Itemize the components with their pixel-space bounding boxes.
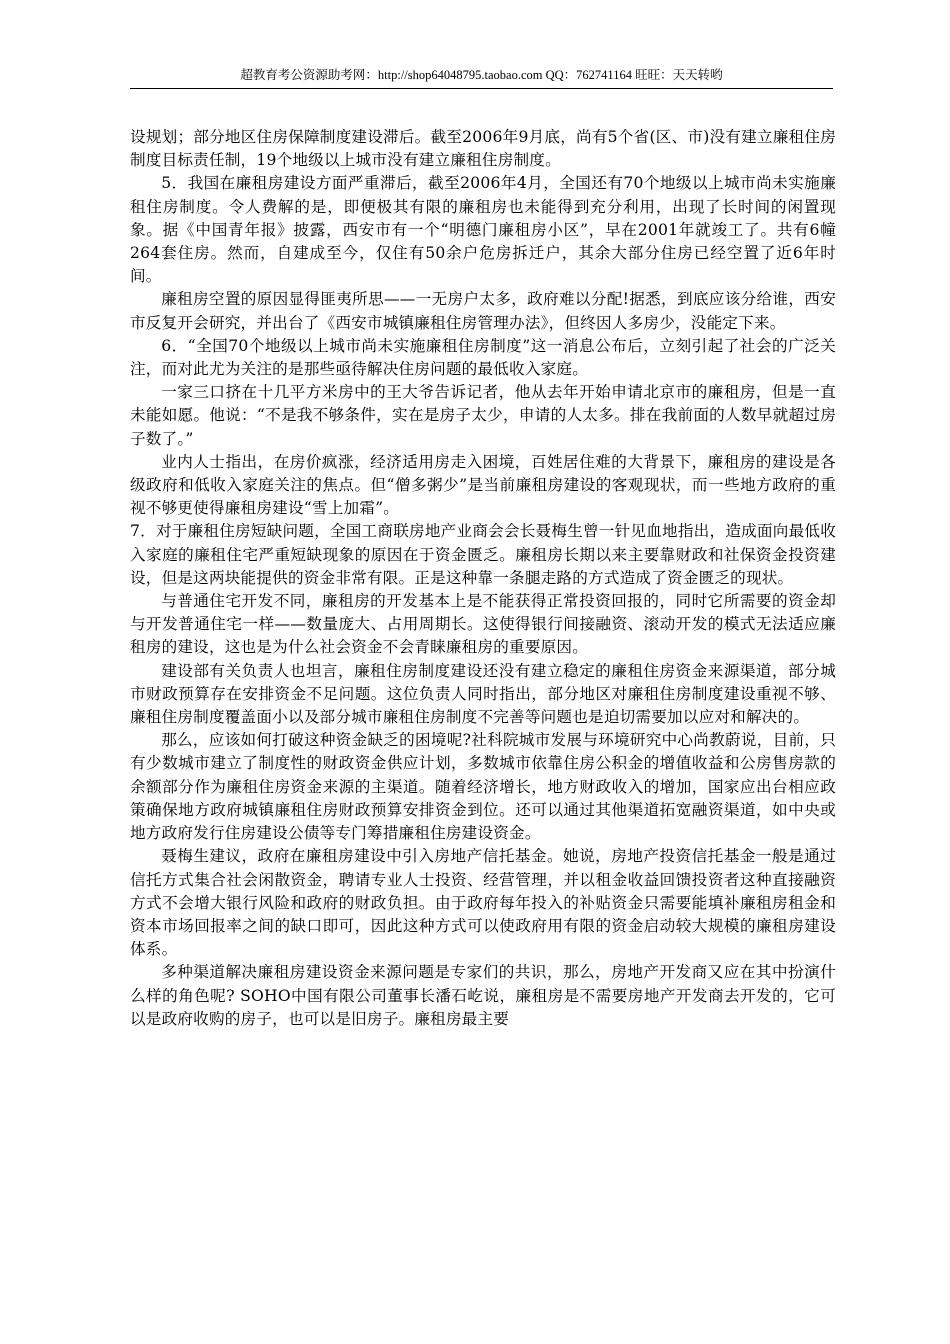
paragraph-continuation: 设规划；部分地区住房保障制度建设滞后。截至2006年9月底，尚有5个省(区、市)没有建立廉租住房制度目标责任制，19个地级以上城市没有建立廉租住房制度。 xyxy=(130,128,836,170)
document-body xyxy=(130,126,836,1031)
paragraph: 与普通住宅开发不同，廉租房的开发基本上是不能获得正常投资回报的，同时它所需要的资金却与开发普通住宅一样——数量庞大、占用周期长。这使得银行间接融资、滚动开发的模式无法适应廉租房的建设，这也是为什么社会资金不会青睐廉租房的重要原因。 xyxy=(130,592,836,657)
paragraph-item-6: 6．“全国70个地级以上城市尚未实施廉租住房制度”这一消息公布后，立刻引起了社会的广泛关注，而对此尤为关注的是那些亟待解决住房问题的最低收入家庭。 xyxy=(130,336,836,379)
paragraph: 廉租房空置的原因显得匪夷所思——一无房户太多，政府难以分配!据悉，到底应该分给谁，西安市反复开会研究，并出台了《西安市城镇廉租住房管理办法》，但终因人多房少，没能定下来。 xyxy=(130,290,836,332)
paragraph: 业内人士指出，在房价疯涨，经济适用房走入困境，百姓居住难的大背景下，廉租房的建设是各级政府和低收入家庭关注的焦点。但“僧多粥少”是当前廉租房建设的客观现状，而一些地方政府的重视不够更使得廉租房建设“雪上加霜”。 xyxy=(130,452,836,518)
page-header: 超教育考公资源助考网：http://shop64048795.taobao.com QQ：762741164 旺旺：天天转哟 xyxy=(130,66,833,89)
paragraph: 聂梅生建议，政府在廉租房建设中引入房地产信托基金。她说，房地产投资信托基金一般是通过信托方式集合社会闲散资金，聘请专业人士投资、经营管理，并以租金收益回馈投资者这种直接融资方式不会增大银行风险和政府的财政负担。由于政府每年投入的补贴资金只需要能填补廉租房租金和资本市场回报率之间的缺口即可，因此这种方式可以使政府用有限的资金启动较大规模的廉租房建设体系。 xyxy=(130,847,836,959)
paragraph: 那么，应该如何打破这种资金缺乏的困境呢?社科院城市发展与环境研究中心尚教蔚说，目前，只有少数城市建立了制度性的财政资金供应计划，多数城市依靠住房公积金的增值收益和公房售房款的余额部分作为廉租住房资金来源的主渠道。随着经济增长，地方财政收入的增加，国家应出台相应政策确保地方政府城镇廉租住房财政预算安排资金到位。还可以通过其他渠道拓宽融资渠道，如中央或地方政府发行住房建设公债等专门筹措廉租住房建设资金。 xyxy=(130,731,836,843)
paragraph: 一家三口挤在十几平方米房中的王大爷告诉记者，他从去年开始申请北京市的廉租房，但是一直未能如愿。他说：“不是我不够条件，实在是房子太少，申请的人太多。排在我前面的人数早就超过房子数了。” xyxy=(130,383,836,448)
paragraph: 建设部有关负责人也坦言，廉租住房制度建设还没有建立稳定的廉租住房资金来源渠道，部分城市财政预算存在安排资金不足问题。这位负责人同时指出，部分地区对廉租住房制度建设重视不够、廉租住房制度覆盖面小以及部分城市廉租住房制度不完善等问题也是迫切需要加以应对和解决的。 xyxy=(130,661,836,727)
paragraph-item-5: 5．我国在廉租房建设方面严重滞后，截至2006年4月，全国还有70个地级以上城市尚未实施廉租住房制度。令人费解的是，即便极其有限的廉租房也未能得到充分利用，出现了长时间的闲置现象。据《中国青年报》披露，西安市有一个“明德门廉租房小区”，早在2001年就竣工了。共有6幢264套住房。然而，自建成至今，仅住有50余户危房拆迁户，其余大部分住房已经空置了近6年时间。 xyxy=(130,174,836,286)
paragraph: 多种渠道解决廉租房建设资金来源问题是专家们的共识，那么，房地产开发商又应在其中扮演什么样的角色呢? SOHO中国有限公司董事长潘石屹说，廉租房是不需要房地产开发商去开发的，它可以是政府收购的房子，也可以是旧房子。廉租房最主要 xyxy=(130,963,836,1028)
paragraph-item-7: 7．对于廉租住房短缺问题，全国工商联房地产业商会会长聂梅生曾一针见血地指出，造成面向最低收入家庭的廉租住宅严重短缺现象的原因在于资金匮乏。廉租房长期以来主要靠财政和社保资金投资建设，但是这两块能提供的资金非常有限。正是这种靠一条腿走路的方式造成了资金匮乏的现状。 xyxy=(130,522,836,587)
